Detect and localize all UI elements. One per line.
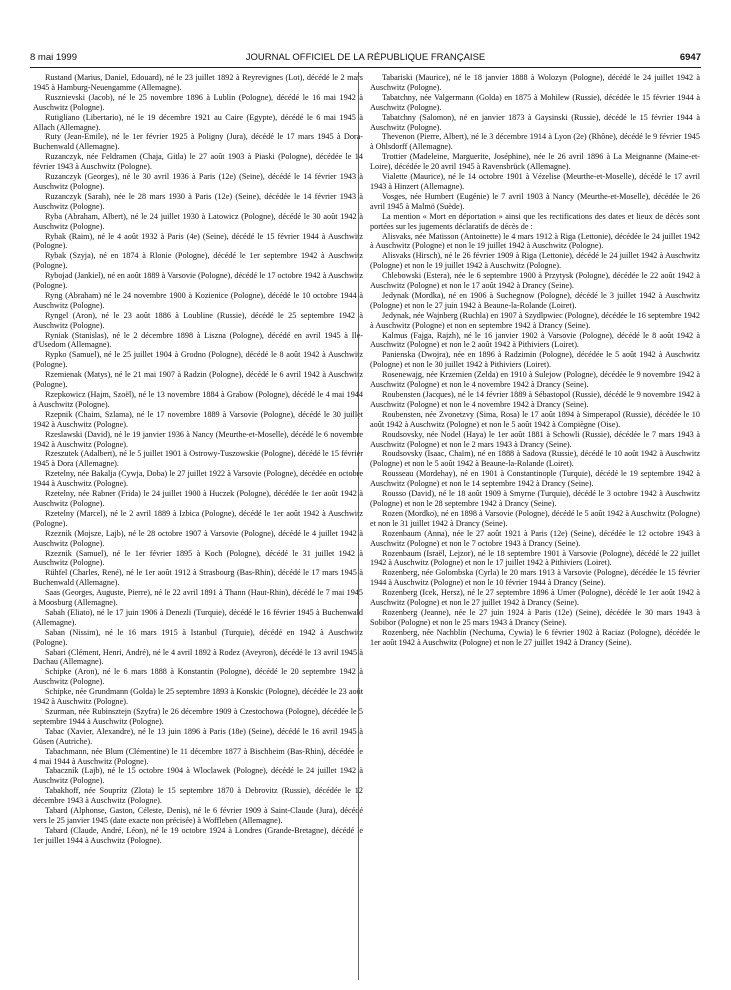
decree-entry: Rozenberg (Icek, Hersz), né le 27 septembre 1896 à Umer (Pologne), décédé le 1er août 1942 à Auschwitz (Pologne) et non le 27 juillet 1942 à Drancy (Seine). — [370, 588, 700, 608]
decree-entry: Rybak (Szyja), né en 1874 à Rlonie (Pologne), décédé le 1er septembre 1942 à Auschwitz (Pologne). — [33, 251, 363, 271]
decree-entry: Schipke (Aron), né le 6 mars 1888 à Konstantin (Pologne), décédé le 20 septembre 1942 à Auschwitz (Pologne). — [33, 667, 363, 687]
decree-entry: Panienska (Dwojra), née en 1896 à Radzimin (Pologne), décédée le 5 août 1942 à Auschwitz (Pologne) et non le 30 juillet 1942 à Pithiviers (Loiret). — [370, 350, 700, 370]
decree-entry: Rybojad (Jankiel), né en août 1889 à Varsovie (Pologne), décédé le 17 octobre 1942 à Auschwitz (Pologne). — [33, 271, 363, 291]
decree-entry: Schipke, née Grundmann (Golda) le 25 septembre 1893 à Konskic (Pologne), décédée le 23 août 1942 à Auschwitz (Pologne). — [33, 687, 363, 707]
decree-entry: Thevenon (Pierre, Albert), né le 3 décembre 1914 à Lyon (2e) (Rhône), décédé le 9 février 1945 à Ohlsdorff (Allemagne). — [370, 132, 700, 152]
column-divider — [358, 72, 359, 980]
decree-entry: Rousseau (Mordehay), né en 1901 à Constantinople (Turquie), décédé le 19 septembre 1942 à Auschwitz (Pologne) et non le 14 septembre 1942 à Drancy (Seine). — [370, 469, 700, 489]
decree-entry: Rousso (David), né le 18 août 1909 à Smyrne (Turquie), décédé le 3 octobre 1942 à Auschwitz (Pologne) et non le 28 septembre 1942 à Drancy (Seine). — [370, 489, 700, 508]
decree-entry: Roubensten, née Zvonetzvy (Sima, Rosa) le 17 août 1894 à Simperapol (Russie), décédée le 10 août 1942 à Auschwitz (Pologne) et non le 5 août 1942 à Compiègne (Oise). — [370, 409, 700, 429]
decree-entry: Rzeznik (Samuel), né le 1er février 1895 à Koch (Pologne), décédé le 31 juillet 1942 à Auschwitz (Pologne). — [33, 548, 363, 568]
decree-entry: Roudsovsky (Isaac, Chaïm), né en 1888 à Sadova (Russie), décédé le 10 août 1942 à Auschwitz (Pologne) et non le 5 août 1942 à Beaune-la-Rolande (Loiret). — [370, 449, 700, 469]
decree-entry: Saban (Nissim), né le 16 mars 1915 à Istanbul (Turquie), décédé en 1942 à Auschwitz (Pologne). — [33, 627, 363, 647]
decree-entry: Rzemienak (Matys), né le 21 mai 1907 à Radzin (Pologne), décédé le 6 avril 1942 à Auschwitz (Pologne). — [33, 370, 363, 390]
decree-entry: Rzetelny, née Rabner (Frida) le 24 juillet 1900 à Huczek (Pologne), décédée le 1er août 1942 à Auschwitz (Pologne). — [33, 489, 363, 508]
decree-entry: Rozenberg, née Nachblin (Nechuma, Cywia) le 6 février 1902 à Raciaz (Pologne), décédée le 1er août 1942 à Auschwitz (Pologne) et non le 27 juillet 1942 à Drancy (Seine). — [370, 627, 700, 647]
decree-entry: Tabaczník (Lajb), né le 15 octobre 1904 à Wloclawek (Pologne), décédé le 24 juillet 1942 à Auschwitz (Pologne). — [33, 766, 363, 786]
decree-entry: Sabah (Eliato), né le 17 juin 1906 à Denezli (Turquie), décédé le 16 février 1945 à Buchenwald (Allemagne). — [33, 607, 363, 627]
decree-entry: Ruty (Jean-Emile), né le 1er février 1925 à Poligny (Jura), décédé le 17 mars 1945 à Dora-Buchenwald (Allemagne). — [33, 132, 363, 152]
decree-entry: Ruzanczyk (Sarah), née le 28 mars 1930 à Paris (12e) (Seine), décédée le 14 février 1943 à Auschwitz (Pologne). — [33, 191, 363, 211]
page-header — [30, 52, 701, 66]
decree-entry: Alisvaks (Hirsch), né le 26 février 1909 à Riga (Lettonie), décédé le 24 juillet 1942 à Auschwitz (Pologne) et non le 19 juillet 1942 à Auschwitz (Pologne). — [370, 251, 700, 271]
left-column — [33, 73, 363, 846]
decree-entry: Rzepnik (Chaim, Szlama), né le 17 novembre 1889 à Varsovie (Pologne), décédé le 30 juillet 1942 à Auschwitz (Pologne). — [33, 409, 363, 429]
decree-entry: Ruzanczyk, née Feldramen (Chaja, Gitla) le 27 août 1903 à Piaski (Pologne), décédée le 14 février 1943 à Auschwitz (Pologne). — [33, 152, 363, 172]
decree-entry: Tabariski (Maurice), né le 18 janvier 1888 à Wolozyn (Pologne), décédé le 24 juillet 1942 à Auschwitz (Pologne). — [370, 73, 700, 92]
decree-entry: Rzetelny, née Bakalja (Cywja, Doba) le 27 juillet 1922 à Varsovie (Pologne), décédée en octobre 1944 à Auschwitz (Pologne). — [33, 469, 363, 489]
decree-entry: Tabard (Alphonse, Gaston, Céleste, Denis), né le 6 février 1909 à Saint-Claude (Jura), décédé vers le 25 janvier 1945 (date exacte non précisée) à Woffleben (Allemagne). — [33, 806, 363, 825]
decree-entry: Alisvaks, née Matisson (Antoinette) le 4 mars 1912 à Riga (Lettonie), décédée le 24 juillet 1942 à Auschwitz (Pologne) et non le 19 juillet 1942 à Auschwitz (Pologne). — [370, 231, 700, 251]
decree-entry: Jedynak, née Wajnberg (Ruchla) en 1907 à Szydlpwiec (Pologne), décédée le 16 septembre 1942 à Auschwitz (Pologne) et non en septembre 1942 à Drancy (Seine). — [370, 310, 700, 330]
decree-entry: Saas (Georges, Auguste, Pierre), né le 22 avril 1891 à Thann (Haut-Rhin), décédé le 7 mai 1945 à Moosburg (Allemagne). — [33, 588, 363, 608]
decree-entry: Rybak (Raim), né le 4 août 1932 à Paris (4e) (Seine), décédé le 15 février 1944 à Auschwitz (Pologne). — [33, 231, 363, 251]
decree-entry: Rzeszutek (Adalbert), né le 5 juillet 1901 à Ostrowy-Tuszowskie (Pologne), décédé le 15 février 1945 à Dora (Allemagne). — [33, 449, 363, 469]
decree-entry: Ryba (Abraham, Albert), né le 24 juillet 1930 à Latowicz (Pologne), décédé le 30 août 1942 à Auschwitz (Pologne). — [33, 211, 363, 231]
decree-entry: Rutigliano (Libertario), né le 19 décembre 1921 au Caire (Egypte), décédé le 6 mai 1945 à Allach (Allemagne). — [33, 112, 363, 132]
decree-entry: Rozen (Mordko), né en 1898 à Varsovie (Pologne), décédé le 5 août 1942 à Auschwitz (Pologne) et non le 31 juillet 1942 à Drancy (Seine). — [370, 508, 700, 528]
decree-entry: Rozenbaum (Israël, Lejzor), né le 18 septembre 1901 à Varsovie (Pologne), décédé le 22 juillet 1942 à Auschwitz (Pologne) et non le 17 juillet 1942 à Pithiviers (Loiret). — [370, 548, 700, 568]
decree-entry: Chlebowski (Estera), née le 6 septembre 1900 à Przytysk (Pologne), décédée le 22 août 1942 à Auschwitz (Pologne) et non le 17 août 1942 à Drancy (Seine). — [370, 271, 700, 291]
decree-entry: Rosenewajg, née Krzemien (Zelda) en 1910 à Sulejow (Pologne), décédée le 9 novembre 1942 à Auschwitz (Pologne) et non le 4 novembre 1942 à Drancy (Seine). — [370, 370, 700, 390]
decree-entry: Kalmus (Fajga, Rajzh), né le 16 janvier 1902 à Varsovie (Pologne), décédé le 8 août 1942 à Auschwitz (Pologne) et non le 2 août 1942 à Pithiviers (Loiret). — [370, 330, 700, 350]
decree-entry: Ryngel (Aron), né le 23 août 1886 à Loubline (Russie), décédé le 25 septembre 1942 à Auschwitz (Pologne). — [33, 310, 363, 330]
decree-entry: Jedynak (Mordka), né en 1906 à Suchegnow (Pologne), décédé le 3 juillet 1942 à Auschwitz (Pologne) et non le 27 juin 1942 à Beaune-la-Rolande (Loiret). — [370, 290, 700, 310]
decree-entry: Tabac (Xavier, Alexandre), né le 13 juin 1896 à Paris (18e) (Seine), décédé le 16 avril 1945 à Güsen (Autriche). — [33, 726, 363, 746]
decree-entry: Tabard (Claude, André, Léon), né le 19 octobre 1924 à Londres (Grande-Bretagne), décédé le 1er juillet 1944 à Auschwitz (Pologne). — [33, 825, 363, 845]
decree-entry: Tabachmann, née Blum (Clémentine) le 11 décembre 1877 à Bischheim (Bas-Rhin), décédée le 4 mai 1944 à Auschwitz (Pologne). — [33, 746, 363, 766]
decree-entry: Rypko (Samuel), né le 25 juillet 1904 à Grodno (Pologne), décédé le 8 août 1942 à Auschwitz (Pologne). — [33, 350, 363, 370]
decree-entry: Rzeslawski (David), né le 19 janvier 1936 à Nancy (Meurthe-et-Moselle), décédé le 6 novembre 1942 à Auschwitz (Pologne). — [33, 429, 363, 449]
decree-entry: Rühfel (Charles, René), né le 1er août 1912 à Strasbourg (Bas-Rhin), décédé le 17 mars 1945 à Buchenwald (Allemagne). — [33, 568, 363, 588]
decree-entry: Tabatchny, née Valgermann (Golda) en 1875 à Mohilew (Russie), décédée le 15 février 1944 à Auschwitz (Pologne). — [370, 92, 700, 112]
decree-entry: Rozenberg, née Golombska (Cyrla) le 20 mars 1913 à Varsovie (Pologne), décédée le 15 février 1944 à Auschwitz (Pologne) et non le 10 février 1944 à Drancy (Seine). — [370, 568, 700, 588]
decree-entry: Vosges, née Humbert (Eugénie) le 7 avril 1903 à Nancy (Meurthe-et-Moselle), décédée le 26 avril 1945 à Malmö (Suède). — [370, 191, 700, 211]
decree-entry: Ryng (Abraham) né le 24 novembre 1900 à Kozienice (Pologne), décédé le 10 octobre 1944 à Auschwitz (Pologne). — [33, 290, 363, 310]
decree-entry: Rusznievski (Jacob), né le 25 novembre 1896 à Lublin (Pologne), décédé le 16 mai 1942 à Auschwitz (Pologne). — [33, 92, 363, 112]
issue-date: 8 mai 1999 — [30, 52, 78, 63]
journal-title: JOURNAL OFFICIEL DE LA RÉPUBLIQUE FRANÇAISE — [245, 52, 486, 63]
decree-entry: Sabari (Clément, Henri, André), né le 4 avril 1892 à Rodez (Aveyron), décédé le 13 avril 1945 à Dachau (Allemagne). — [33, 647, 363, 667]
decree-entry: La mention « Mort en déportation » ainsi que les rectifications des dates et lieux de décès sont portées sur les jugements déclaratifs de décès de : — [370, 211, 700, 231]
decree-entry: Rzeznik (Mojsze, Lajb), né le 28 octobre 1907 à Varsovie (Pologne), décédé le 4 juillet 1942 à Auschwitz (Pologne). — [33, 528, 363, 548]
decree-entry: Rzetelny (Marcel), né le 2 avril 1889 à Izbica (Pologne), décédé le 1er août 1942 à Auschwitz (Pologne). — [33, 508, 363, 528]
decree-entry: Roubensten (Jacques), né le 14 février 1889 à Sébastopol (Russie), décédé le 9 novembre 1942 à Auschwitz (Pologne) et non le 4 novembre 1942 à Drancy (Seine). — [370, 390, 700, 409]
decree-entry: Ruzanczyk (Georges), né le 30 avril 1936 à Paris (12e) (Seine), décédé le 14 février 1943 à Auschwitz (Pologne). — [33, 172, 363, 191]
decree-entry: Roudsovsky, née Nodel (Haya) le 1er août 1881 à Schowli (Russie), décédée le 7 mars 1943 à Auschwitz (Pologne) et non le 2 mars 1943 à Drancy (Seine). — [370, 429, 700, 449]
right-column — [370, 73, 700, 648]
decree-entry: Rozenbaum (Anna), née le 27 août 1921 à Paris (12e) (Seine), décédée le 12 octobre 1943 à Auschwitz (Pologne) et non le 7 octobre 1943 à Drancy (Seine). — [370, 528, 700, 548]
decree-entry: Rozenberg (Jeanne), née le 27 juin 1924 à Paris (12e) (Seine), décédée le 30 mars 1943 à Sobibor (Pologne) et non le 25 mars 1943 à Drancy (Seine). — [370, 607, 700, 627]
decree-entry: Rzepkowicz (Hajm, Szoël), né le 13 novembre 1884 à Grabow (Pologne), décédé le 4 mai 1944 à Auschwitz (Pologne). — [33, 390, 363, 409]
decree-entry: Tabakhoff, née Souprítz (Zlota) le 15 septembre 1870 à Debrovitz (Russie), décédée le 12 décembre 1943 à Auschwitz (Pologne). — [33, 786, 363, 806]
decree-entry: Trottier (Madeleine, Marguerite, Joséphine), née le 26 avril 1896 à La Meignanne (Maine-et-Loire), décédée le 20 avril 1945 à Ravensbrück (Allemagne). — [370, 152, 700, 172]
header-rule — [30, 67, 701, 68]
decree-entry: Tabatchny (Salomon), né en janvier 1873 à Gaysinski (Russie), décédé le 15 février 1944 à Auschwitz (Pologne). — [370, 112, 700, 132]
page-number: 6947 — [679, 52, 701, 63]
decree-entry: Vialette (Maurice), né le 14 octobre 1901 à Vézelise (Meurthe-et-Moselle), décédé le 17 avril 1943 à Hinzert (Allemagne). — [370, 172, 700, 191]
decree-entry: Szurman, née Rubinsztejn (Szyfra) le 26 décembre 1909 à Czestochowa (Pologne), décédée le 5 septembre 1944 à Auschwitz (Pologne). — [33, 707, 363, 726]
decree-entry: Ryniak (Stanislas), né le 2 décembre 1898 à Liszna (Pologne), décédé en avril 1945 à Ile-d'Usedom (Allemagne). — [33, 330, 363, 350]
decree-entry: Rustand (Marius, Daniel, Edouard), né le 23 juillet 1892 à Reyrevignes (Lot), décédé le 2 mars 1945 à Hamburg-Neuengamme (Allemagne). — [33, 73, 363, 92]
